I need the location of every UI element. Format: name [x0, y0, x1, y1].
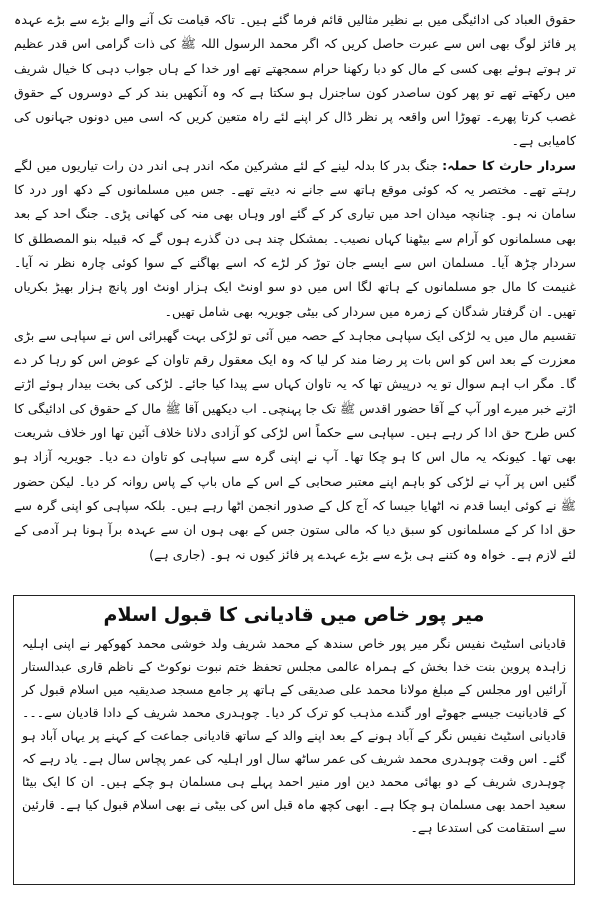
article-paragraph — [14, 324, 576, 567]
article-paragraph-text: جنگ بدر کا بدلہ لینے کے لئے مشرکین مکہ اندر ہی اندر دن رات تیاریوں میں لگے رہتے تھے۔ مختصر یہ کہ کوئی موقع ہاتھ سے جانے نہ دیتے تھے۔ جس میں مسلمانوں کے دکھ اور درد کا سامان نہ ہو۔ چنانچہ میدان احد میں تیاری کر کے گئے اور وہاں بھی منہ کی کھانی پڑی۔ جنگ احد کے بعد بھی مسلمانوں کو آرام سے بیٹھنا کہاں نصیب۔ بمشکل چند ہی دن گذرے ہوں گے کہ قبیلہ بنو المصطلق کا سردار چڑھ آیا۔ مسلمان اس سے ایسے جان توڑ کر لڑے کہ اسے بھاگنے کے سوا کوئی چارہ نظر نہ آیا۔ غنیمت کا مال جو مسلمانوں کے ہاتھ لگا اس میں دو سو اونٹ ایک ہزار اونٹ اور پانچ ہزار بھیڑ بکریاں تھیں۔ ان گرفتار شدگان کے زمرہ میں سردار کی بیٹی جویریہ بھی شامل تھیں۔ — [14, 157, 576, 319]
news-box — [13, 595, 575, 885]
news-title: میر پور خاص میں قادیانی کا قبول اسلام — [103, 604, 485, 626]
article-body — [14, 8, 576, 567]
section-heading: سردار حارث کا حملہ: — [442, 157, 576, 173]
continued-marker: (جاری ہے) — [149, 546, 206, 562]
news-paragraph: قادیانی اسٹیٹ نفیس نگر میر پور خاص سندھ کے محمد شریف ولد خوشی محمد کھوکھر نے اپنی اہلیہ زاہدہ پروین بنت خدا بخش کے ہمراہ عالمی مجلس تحفظ ختم نبوت نوکوٹ کے ناظم قاری عبدالستار آرائیں اور مجلس کے مبلغ مولانا محمد علی صدیقی کے ہاتھ پر جامع مسجد صدیقیہ میں اسلام قبول کر کے قادیانیت جیسے جھوٹے اور گندے مذہب کو ترک کر دیا۔ چوہدری محمد شریف کے دادا قادیان سے۔۔۔ قادیانی اسٹیٹ نفیس نگر کے آباد ہونے کے بعد اپنے والد کے ساتھ قادیانی جماعت کے کہنے پر یہاں آباد ہو گئے۔ اس وقت چوہدری محمد شریف کی عمر ساٹھ سال اور اہلیہ کی عمر پچاس سال ہے۔ یاد رہے کہ چوہدری شریف کے دو بھائی محمد دین اور منیر احمد پہلے ہی مسلمان ہو چکے ہیں۔ ان کا ایک بیٹا سعید احمد بھی مسلمان ہو چکا ہے۔ ابھی کچھ ماہ قبل اس کی بیٹی نے بھی اسلام قبول کیا ہے۔ قارئین سے استقامت کی استدعا ہے۔ — [22, 636, 566, 835]
article-paragraph — [14, 154, 576, 324]
article-paragraph: حقوق العباد کی ادائیگی میں بے نظیر مثالیں قائم فرما گئے ہیں۔ تاکہ قیامت تک آنے والے بڑے سے بڑے عہدہ پر فائز لوگ بھی اس سے عبرت حاصل کریں کہ اگر محمد الرسول اللہ ﷺ کی ذات گرامی اس قدر عظیم تر ہوتے ہوئے بھی کسی کے مال کو دبا رکھنا حرام سمجھتے تھے اور خدا کے ہاں جواب دہی کا خیال شریف میں رکھتے تھے تو پھر کون ساصدر کون ساجنرل ہو سکتا ہے کہ وہ آنکھیں بند کر کے دوسروں کے حقوق غصب کرتا پھرے۔ تھوڑا اس واقعہ پر نظر ڈال کر اپنے لئے راہ متعین کریں کہ اسی میں دونوں جہانوں کی کامیابی ہے۔ — [14, 12, 576, 149]
news-body — [22, 632, 566, 839]
article-paragraph-text: تقسیم مال میں یہ لڑکی ایک سپاہی مجاہد کے حصہ میں آئی تو لڑکی بہت گھبرائی اس نے سپاہی سے بڑی معزرت کے بعد اس کو اس بات پر رضا مند کر لیا کہ وہ ایک معقول رقم تاوان کے عوض اس کو رہا کر دے گا۔ مگر اب اہم سوال تو یہ درپیش تھا کہ یہ تاوان کہاں سے پیدا کیا جائے۔ لڑکی کی بخت بیدار ہوئے اڑتے اڑتے خبر میرے اور آپ کے آقا حضور اقدس ﷺ تک جا پہنچی۔ اب دیکھیں آقا ﷺ مال کے حقوق کی ادائیگی کا کس طرح حق ادا کر رہے ہیں۔ سپاہی سے حکماً اس لڑکی کو آزادی دلانا خلاف آئین تھا اور خلاف شریعت بھی تھا۔ کیونکہ یہ مال اس کا ہو چکا تھا۔ آپ نے اپنی گرہ سے سپاہی کو تاوان دے دیا۔ جویریہ آزاد ہو گئیں اس پر آپ نے لڑکی کو باہم اپنے معتبر صحابی کے اس کے ماں باپ کے پاس روانہ کر دیا۔ لیکن حضور ﷺ نے کوئی ایسا قدم نہ اٹھایا جیسا کہ آج کل کے صدور انجمن اٹھا رہے ہیں۔ بلکہ سپاہی کو اپنی گرہ سے حق ادا کر کے مسلمانوں کو سبق دیا کہ مالی ستون جس کے بھی ہوں ان سے عہدہ برآ ہونا ہر آدمی کے لئے لازم ہے۔ خواہ وہ کتنے ہی بڑے سے بڑے عہدے پر فائز کیوں نہ ہو۔ — [14, 327, 576, 562]
